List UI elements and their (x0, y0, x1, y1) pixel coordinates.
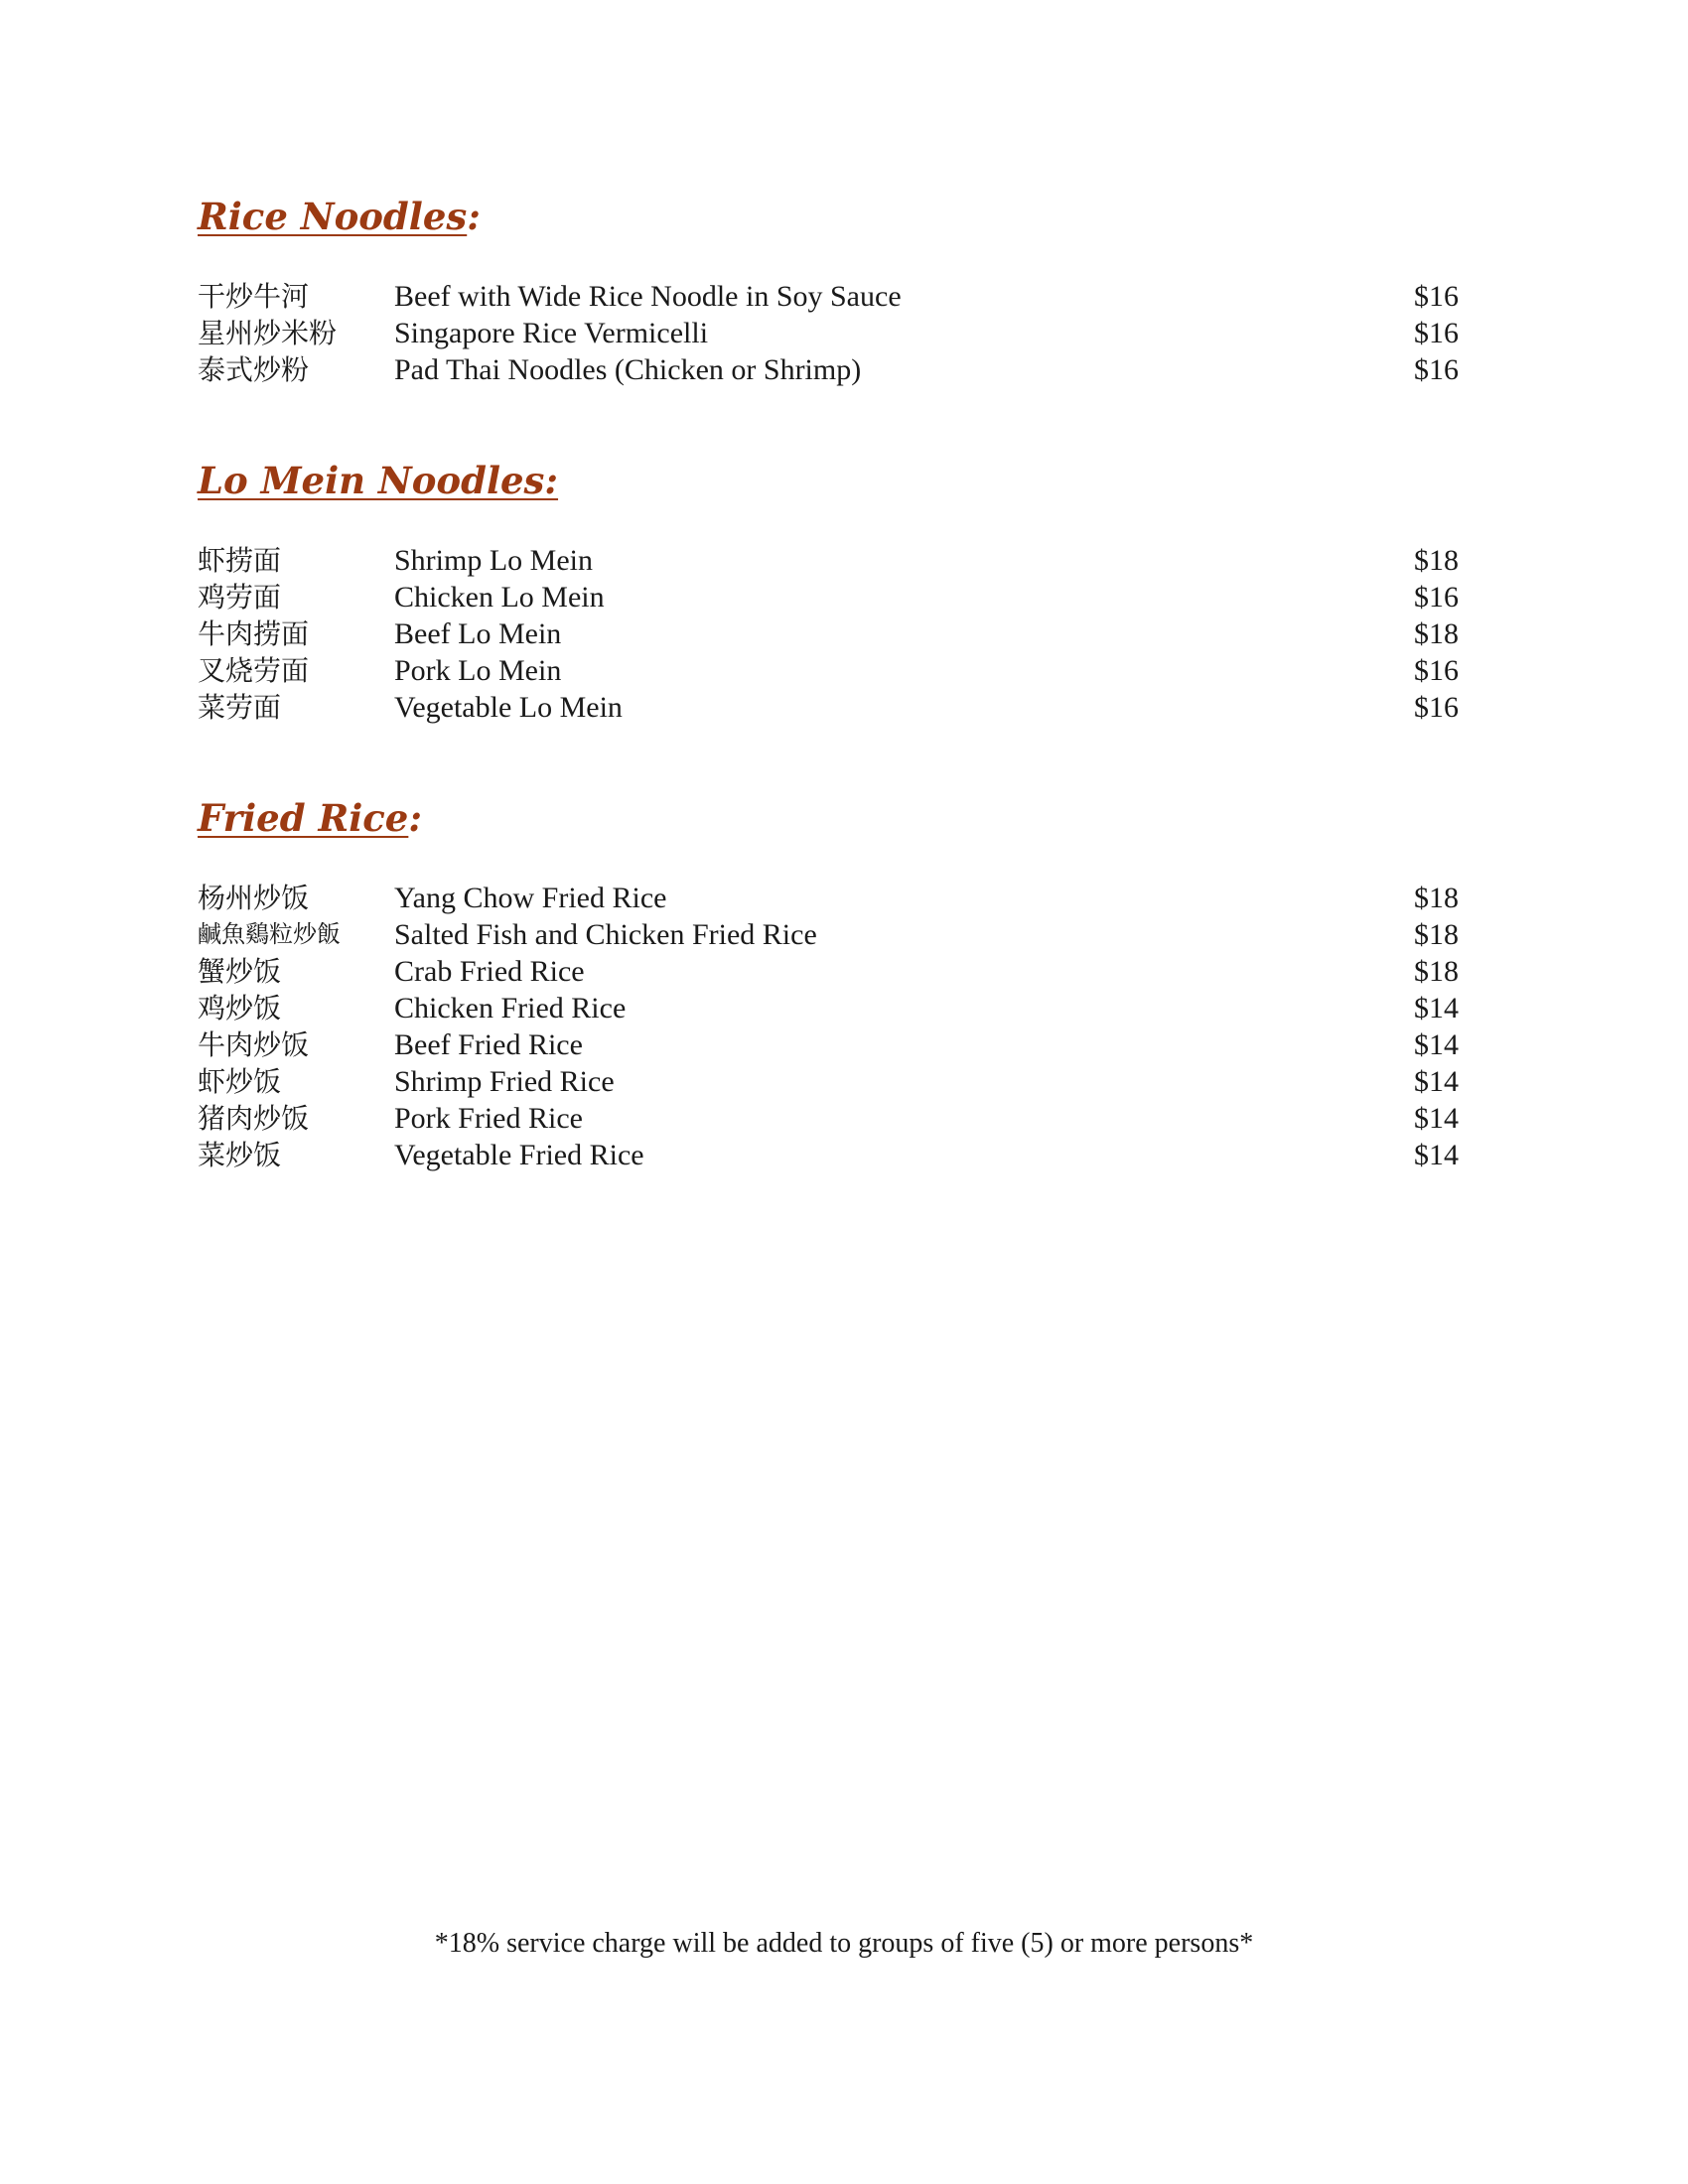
item-price: $18 (1414, 955, 1459, 988)
item-chinese-name: 牛肉炒饭 (198, 1028, 310, 1061)
item-chinese-name: 牛肉捞面 (198, 617, 310, 650)
menu-item (198, 315, 1459, 351)
item-price: $18 (1414, 882, 1459, 914)
item-price: $16 (1414, 654, 1459, 687)
item-english-name: Yang Chow Fried Rice (394, 882, 667, 914)
menu-item (198, 652, 1459, 689)
section-fried-rice (198, 796, 1459, 1171)
item-price: $18 (1414, 918, 1459, 951)
item-english-name: Vegetable Lo Mein (394, 691, 623, 724)
item-price: $14 (1414, 1139, 1459, 1171)
item-english-name: Beef Lo Mein (394, 617, 562, 650)
item-english-name: Beef with Wide Rice Noodle in Soy Sauce (394, 280, 902, 313)
menu-item (198, 1063, 1459, 1100)
item-chinese-name: 蟹炒饭 (198, 955, 282, 988)
item-price: $14 (1414, 1102, 1459, 1135)
item-chinese-name: 鸡炒饭 (198, 992, 282, 1024)
item-chinese-name: 杨州炒饭 (198, 882, 310, 914)
item-english-name: Beef Fried Rice (394, 1028, 583, 1061)
item-chinese-name: 菜劳面 (198, 691, 282, 724)
item-chinese-name: 虾炒饭 (198, 1065, 282, 1098)
section-title-text: Rice Noodles (198, 195, 468, 238)
item-english-name: Pad Thai Noodles (Chicken or Shrimp) (394, 353, 862, 386)
item-chinese-name: 鸡劳面 (198, 581, 282, 614)
item-english-name: Chicken Fried Rice (394, 992, 627, 1024)
item-chinese-name: 虾捞面 (198, 544, 282, 577)
item-price: $14 (1414, 1065, 1459, 1098)
section-title-text: Lo Mein Noodles: (198, 459, 559, 502)
item-chinese-name: 鹹魚鷄粒炒飯 (198, 920, 341, 948)
section-rice-noodles (198, 195, 1459, 386)
menu-item (198, 351, 1459, 388)
menu-item (198, 1137, 1459, 1173)
item-chinese-name: 干炒牛河 (198, 280, 310, 313)
section-title (198, 796, 1459, 840)
menu-item (198, 579, 1459, 615)
menu-item (198, 990, 1459, 1026)
menu-item (198, 1100, 1459, 1137)
item-price: $16 (1414, 280, 1459, 313)
item-english-name: Salted Fish and Chicken Fried Rice (394, 918, 817, 951)
item-english-name: Shrimp Lo Mein (394, 544, 593, 577)
item-chinese-name: 星州炒米粉 (198, 317, 338, 349)
item-chinese-name: 泰式炒粉 (198, 353, 310, 386)
item-price: $14 (1414, 1028, 1459, 1061)
menu-item (198, 689, 1459, 726)
item-price: $18 (1414, 544, 1459, 577)
item-english-name: Singapore Rice Vermicelli (394, 317, 709, 349)
item-price: $16 (1414, 353, 1459, 386)
section-title-text: Fried Rice (198, 796, 409, 840)
menu-item (198, 1026, 1459, 1063)
item-english-name: Pork Fried Rice (394, 1102, 583, 1135)
item-english-name: Vegetable Fried Rice (394, 1139, 644, 1171)
item-english-name: Pork Lo Mein (394, 654, 562, 687)
menu-item (198, 615, 1459, 652)
item-price: $14 (1414, 992, 1459, 1024)
item-chinese-name: 猪肉炒饭 (198, 1102, 310, 1135)
item-english-name: Crab Fried Rice (394, 955, 585, 988)
menu-item (198, 916, 1459, 953)
menu-item (198, 880, 1459, 916)
menu-item-list (198, 278, 1459, 388)
section-title-colon: : (467, 195, 481, 238)
service-charge-note: *18% service charge will be added to groups of five (5) or more persons* (434, 1928, 1254, 1959)
item-chinese-name: 叉烧劳面 (198, 654, 310, 687)
menu-item-list (198, 880, 1459, 1173)
menu-item-list (198, 542, 1459, 726)
item-price: $18 (1414, 617, 1459, 650)
item-price: $16 (1414, 317, 1459, 349)
item-english-name: Shrimp Fried Rice (394, 1065, 615, 1098)
menu-item (198, 953, 1459, 990)
menu-item (198, 542, 1459, 579)
item-chinese-name: 菜炒饭 (198, 1139, 282, 1171)
item-english-name: Chicken Lo Mein (394, 581, 605, 614)
section-title (198, 459, 1459, 502)
menu-item (198, 278, 1459, 315)
section-title (198, 195, 1459, 238)
item-price: $16 (1414, 581, 1459, 614)
section-lo-mein-noodles (198, 459, 1459, 724)
item-price: $16 (1414, 691, 1459, 724)
section-title-colon: : (408, 796, 423, 840)
